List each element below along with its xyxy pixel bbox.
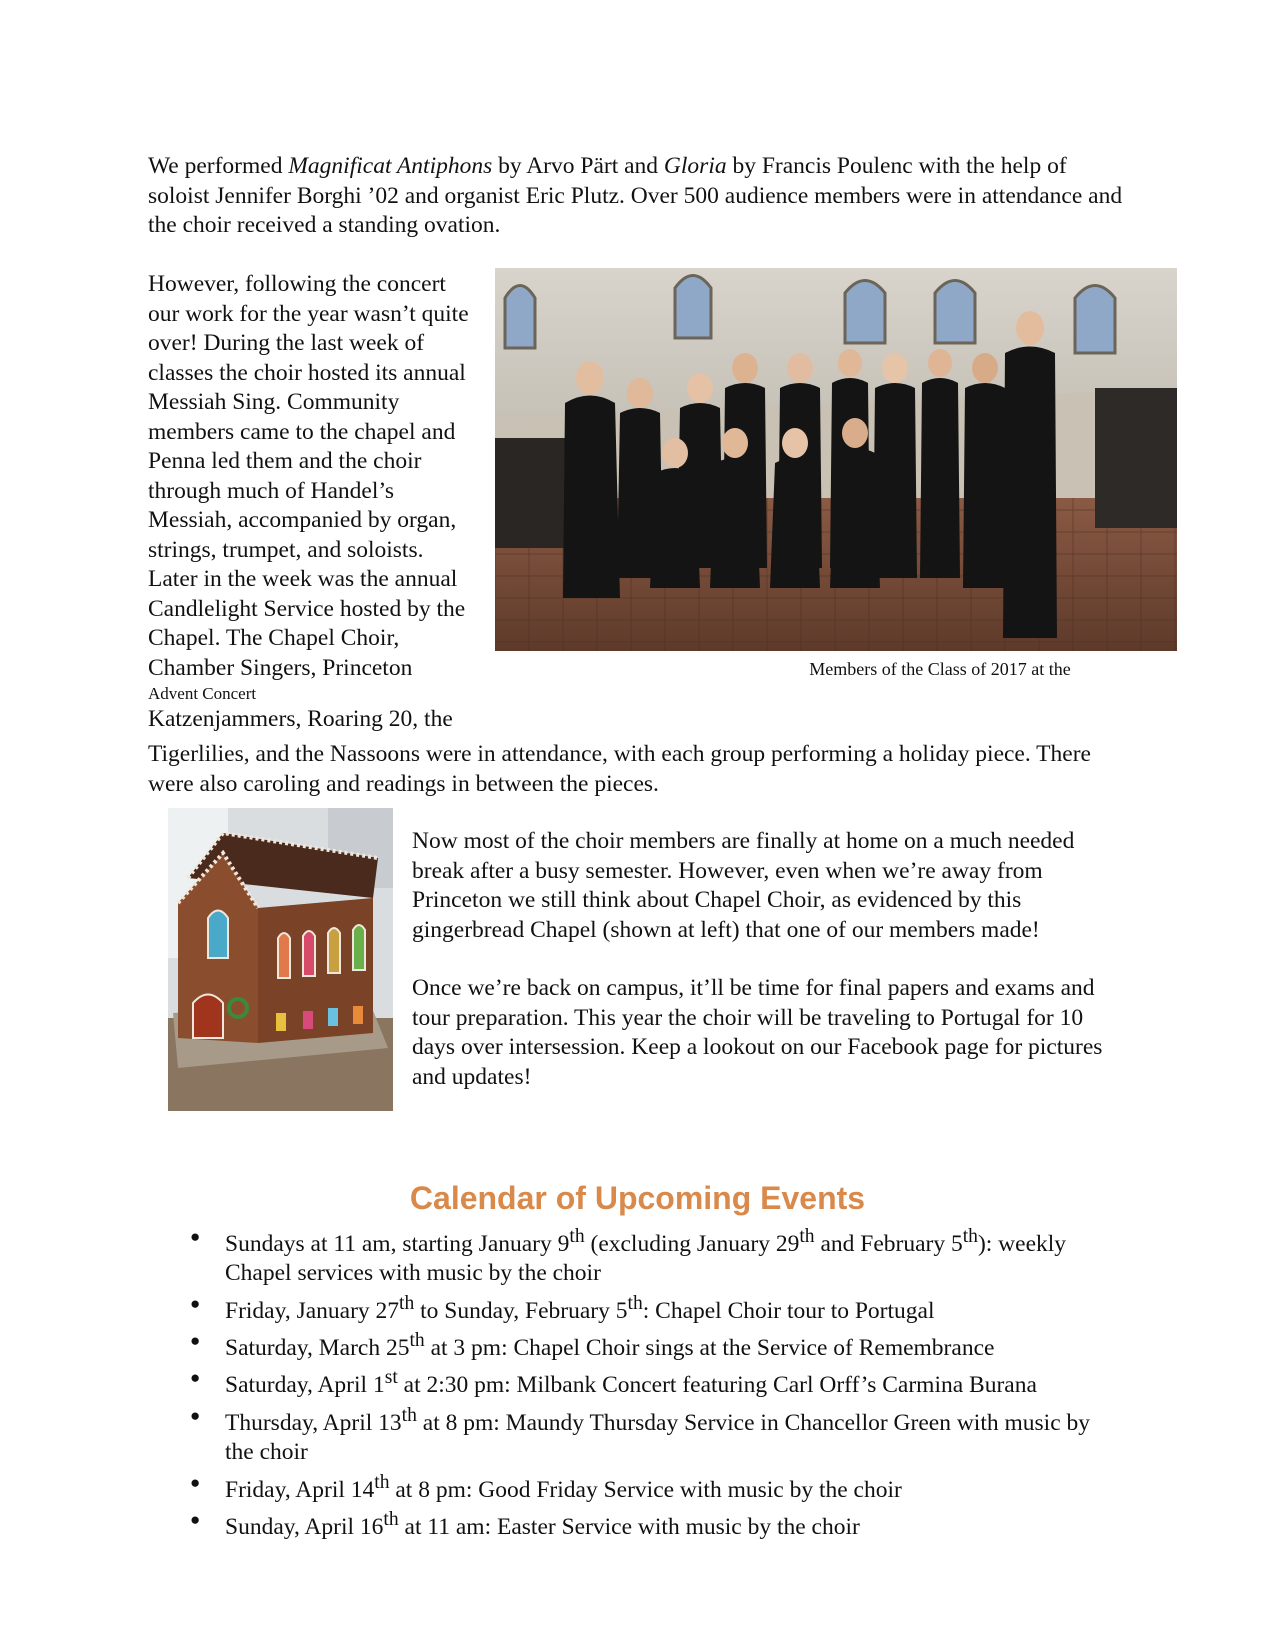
event-text: Sunday, April 16 — [225, 1513, 384, 1540]
calendar-event — [190, 1401, 1120, 1468]
calendar-event — [190, 1505, 1120, 1542]
messiah-column — [148, 270, 473, 735]
event-ordinal: th — [962, 1226, 978, 1247]
intro-text-2: by Arvo Pärt and — [492, 153, 664, 179]
gingerbread-paragraph-1: Now most of the choir members are finally at home on a much needed break after a busy semester. However, even when we’re away from Princeton we still think about Chapel Choir, as evidenced by this gingerbread Chapel (shown at left) that one of our members made! — [412, 828, 1075, 943]
calendar-event — [190, 1363, 1120, 1400]
gingerbread-paragraph-2: Once we’re back on campus, it’ll be time for final papers and exams and tour preparation. This year the choir will be traveling to Portugal for 10 days over intersession. Keep a lookout on our Facebook page for pictures and updates! — [412, 975, 1103, 1090]
choir-group-photo — [495, 268, 1177, 651]
event-ordinal: th — [569, 1226, 585, 1247]
event-ordinal: th — [399, 1292, 415, 1314]
event-text: at 8 pm: Good Friday Service with music by the choir — [389, 1476, 902, 1503]
event-text: at 8 pm: Maundy Thursday Service in Chancellor Green with music by the choir — [225, 1409, 1090, 1466]
event-text: : Chapel Choir tour to Portugal — [642, 1297, 935, 1324]
calendar-event — [190, 1326, 1120, 1363]
intro-text-1: We performed — [148, 153, 289, 179]
event-ordinal: th — [627, 1292, 643, 1314]
calendar-heading: Calendar of Upcoming Events — [409, 1180, 866, 1216]
intro-text-3: by Francis Poulenc with the help of soloist Jennifer Borghi ’02 and organist Eric Plutz. Over 500 audience members were in attendance and the choir received a standing ovation. — [148, 153, 1123, 238]
event-ordinal: th — [374, 1471, 390, 1493]
calendar-event-list — [190, 1222, 1120, 1542]
messiah-column-text: However, following the concert our work for the year wasn’t quite over! During the last week of classes the choir hosted its annual Messiah Sing. Community members came to the chapel and Penna led them and the choir through much of Handel’s Messiah, accompanied by organ, strings, trumpet, and soloists. Later in the week was the annual Candlelight Service hosted by the Chapel. The Chapel Choir, Chamber Singers, Princeton — [148, 271, 469, 681]
messiah-after-caption: Katzenjammers, Roaring 20, the — [148, 706, 453, 732]
work-title-magnificat: Magnificat Antiphons — [288, 153, 493, 179]
event-text: Saturday, March 25 — [225, 1334, 410, 1361]
event-text: Saturday, April 1 — [225, 1372, 385, 1399]
gingerbread-chapel-photo — [168, 808, 393, 1111]
event-ordinal: th — [383, 1508, 399, 1530]
event-text: (excluding January 29 — [584, 1230, 800, 1257]
calendar-event — [190, 1222, 1120, 1289]
event-text: Friday, April 14 — [225, 1476, 375, 1503]
event-ordinal: th — [409, 1330, 425, 1352]
messiah-full-width-text: Tigerlilies, and the Nassoons were in attendance, with each group performing a holiday piece. There were also caroling and readings in between the pieces. — [148, 741, 1091, 797]
photo-caption: Members of the Class of 2017 at the — [809, 659, 1071, 679]
event-text: at 2:30 pm: Milbank Concert featuring Carl Orff’s Carmina Burana — [397, 1372, 1037, 1399]
choir-photo-illustration — [495, 268, 1177, 651]
intro-paragraph — [148, 152, 1128, 241]
caption-continuation: Advent Concert — [148, 684, 257, 703]
event-ordinal: th — [799, 1226, 815, 1247]
event-text: Sundays at 11 am, starting January 9 — [225, 1230, 570, 1257]
event-text: at 11 am: Easter Service with music by the choir — [398, 1513, 860, 1540]
event-text: at 3 pm: Chapel Choir sings at the Service of Remembrance — [424, 1334, 995, 1361]
gingerbread-text-column — [412, 827, 1132, 1092]
calendar-event — [190, 1468, 1120, 1505]
event-text: to Sunday, February 5 — [414, 1297, 628, 1324]
event-text: ): weekly Chapel services with music by the choir — [225, 1230, 1067, 1287]
calendar-event — [190, 1289, 1120, 1326]
event-ordinal: st — [384, 1367, 398, 1389]
event-text: Thursday, April 13 — [225, 1409, 402, 1436]
gingerbread-photo-illustration — [168, 808, 393, 1111]
event-text: Friday, January 27 — [225, 1297, 400, 1324]
event-text: and February 5 — [814, 1230, 963, 1257]
event-ordinal: th — [401, 1404, 417, 1426]
work-title-gloria: Gloria — [663, 153, 727, 179]
